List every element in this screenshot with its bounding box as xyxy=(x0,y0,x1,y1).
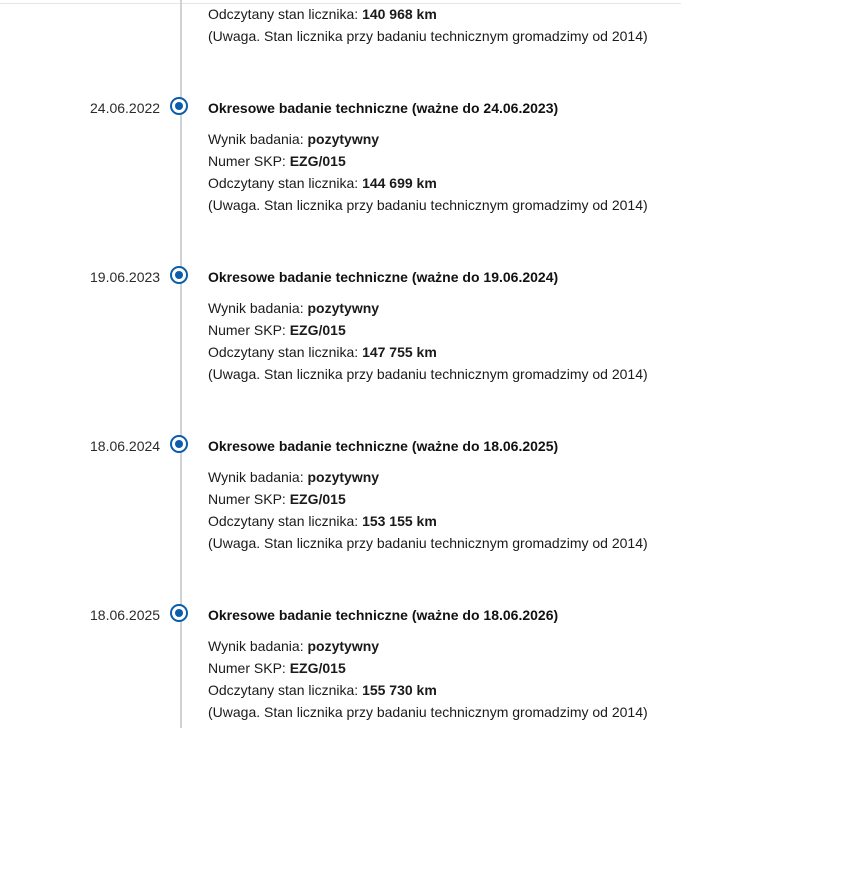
timeline-dot-icon xyxy=(170,266,188,284)
result-value: pozytywny xyxy=(307,300,380,316)
odometer-note: (Uwaga. Stan licznika przy badaniu technicznym gromadzimy od 2014) xyxy=(208,366,648,382)
result-line: Wynik badania: pozytywny xyxy=(208,469,380,485)
entry-date: 19.06.2023 xyxy=(90,269,161,285)
skp-line: Numer SKP: EZG/015 xyxy=(208,153,346,169)
timeline-entry xyxy=(0,268,681,418)
skp-value: EZG/015 xyxy=(289,491,346,507)
odometer-line: Odczytany stan licznika: 140 968 km xyxy=(208,6,437,22)
timeline-dot-icon xyxy=(170,435,188,453)
skp-value: EZG/015 xyxy=(289,153,346,169)
top-divider xyxy=(0,0,681,4)
entry-title: Okresowe badanie techniczne (ważne do 19.06.2024) xyxy=(208,269,559,285)
odometer-note: (Uwaga. Stan licznika przy badaniu technicznym gromadzimy od 2014) xyxy=(208,28,648,44)
timeline-dot-icon xyxy=(170,97,188,115)
entry-date: 24.06.2022 xyxy=(90,100,161,116)
odometer-value: 155 730 km xyxy=(362,682,437,698)
result-line: Wynik badania: pozytywny xyxy=(208,131,380,147)
odometer-note: (Uwaga. Stan licznika przy badaniu technicznym gromadzimy od 2014) xyxy=(208,535,648,551)
skp-line: Numer SKP: EZG/015 xyxy=(208,322,346,338)
entry-title: Okresowe badanie techniczne (ważne do 18.06.2026) xyxy=(208,607,559,623)
skp-value: EZG/015 xyxy=(289,660,346,676)
timeline-entry xyxy=(0,606,681,756)
result-value: pozytywny xyxy=(307,131,380,147)
odometer-value: 147 755 km xyxy=(362,344,437,360)
entry-title: Okresowe badanie techniczne (ważne do 24.06.2023) xyxy=(208,100,559,116)
odometer-line: Odczytany stan licznika: 147 755 km xyxy=(208,344,437,360)
odometer-value: 153 155 km xyxy=(362,513,437,529)
entry-date: 18.06.2024 xyxy=(90,438,161,454)
skp-value: EZG/015 xyxy=(289,322,346,338)
timeline-dot-icon xyxy=(170,604,188,622)
timeline-entry xyxy=(0,99,681,249)
odometer-note: (Uwaga. Stan licznika przy badaniu technicznym gromadzimy od 2014) xyxy=(208,197,648,213)
result-line: Wynik badania: pozytywny xyxy=(208,300,380,316)
result-line: Wynik badania: pozytywny xyxy=(208,638,380,654)
timeline-entry xyxy=(0,437,681,587)
result-value: pozytywny xyxy=(307,469,380,485)
skp-line: Numer SKP: EZG/015 xyxy=(208,660,346,676)
odometer-line: Odczytany stan licznika: 144 699 km xyxy=(208,175,437,191)
odometer-value: 140 968 km xyxy=(362,6,437,22)
odometer-line: Odczytany stan licznika: 153 155 km xyxy=(208,513,437,529)
odometer-line: Odczytany stan licznika: 155 730 km xyxy=(208,682,437,698)
odometer-note: (Uwaga. Stan licznika przy badaniu technicznym gromadzimy od 2014) xyxy=(208,704,648,720)
result-value: pozytywny xyxy=(307,638,380,654)
skp-line: Numer SKP: EZG/015 xyxy=(208,491,346,507)
odometer-value: 144 699 km xyxy=(362,175,437,191)
entry-date: 18.06.2025 xyxy=(90,607,161,623)
entry-title: Okresowe badanie techniczne (ważne do 18.06.2025) xyxy=(208,438,559,454)
